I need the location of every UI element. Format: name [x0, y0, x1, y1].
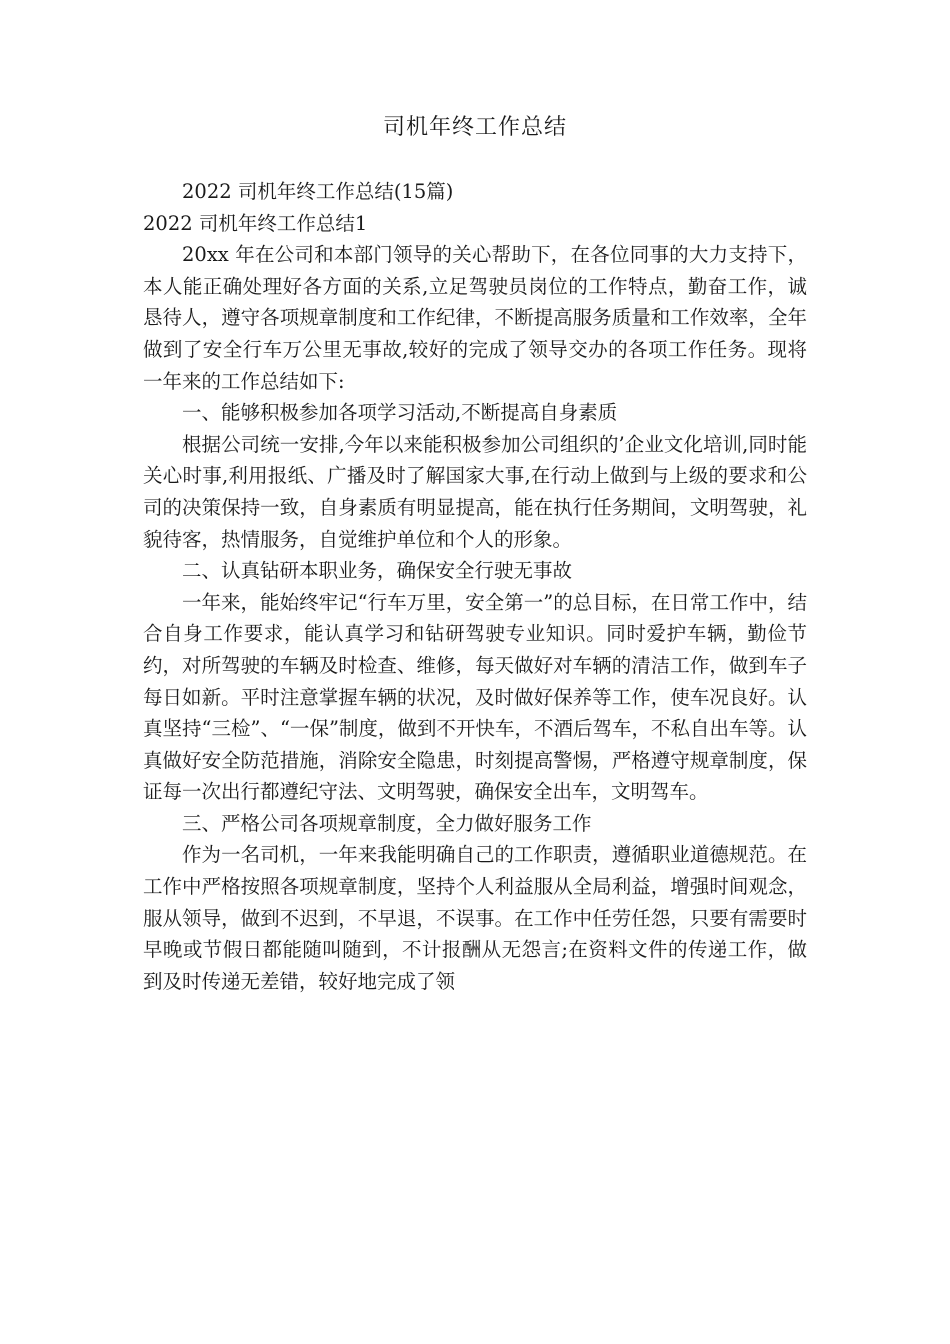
document-title: 司机年终工作总结	[382, 115, 567, 140]
paragraph-doc-heading: 2022 司机年终工作总结(15篇)	[182, 180, 454, 203]
paragraph-intro: 20xx 年在公司和本部门领导的关心帮助下，在各位同事的大力支持下，本人能正确处理好各方面的关系,立足驾驶员岗位的工作特点，勤奋工作，诚恳待人，遵守各项规章制度和工作纪律，不断提高服务质量和工作效率，全年做到了安全行车万公里无事故,较好的完成了领导交办的各项工作任务。现将一年来的工作总结如下:	[143, 243, 807, 393]
paragraph-heading-1: 一、能够积极参加各项学习活动,不断提高自身素质	[182, 401, 618, 425]
document-body	[143, 176, 807, 997]
paragraph-heading-2: 二、认真钻研本职业务，确保安全行驶无事故	[182, 559, 573, 583]
paragraph-section-title: 2022 司机年终工作总结1	[143, 211, 368, 235]
paragraph-body-2: 一年来，能始终牢记“行车万里，安全第一”的总目标，在日常工作中，结合自身工作要求，能认真学习和钻研驾驶专业知识。同时爱护车辆，勤俭节约，对所驾驶的车辆及时检查、维修，每天做好对车辆的清洁工作，做到车子每日如新。平时注意掌握车辆的状况，及时做好保养等工作，使车况良好。认真坚持“三检”、“一保”制度，做到不开快车，不酒后驾车，不私自出车等。认真做好安全防范措施，消除安全隐患，时刻提高警惕，严格遵守规章制度，保证每一次出行都遵纪守法、文明驾驶，确保安全出车，文明驾车。	[143, 590, 807, 804]
paragraph-body-3: 作为一名司机，一年来我能明确自己的工作职责，遵循职业道德规范。在工作中严格按照各项规章制度，坚持个人利益服从全局利益，增强时间观念，服从领导，做到不迟到，不早退，不误事。在工作中任劳任怨，只要有需要时早晚或节假日都能随叫随到，不计报酬从无怨言;在资料文件的传递工作，做到及时传递无差错，较好地完成了领	[143, 843, 807, 993]
paragraph-heading-3: 三、严格公司各项规章制度，全力做好服务工作	[182, 811, 592, 835]
paragraph-body-1: 根据公司统一安排,今年以来能积极参加公司组织的’企业文化培训,同时能关心时事,利用报纸、广播及时了解国家大事,在行动上做到与上级的要求和公司的决策保持一致，自身素质有明显提高，能在执行任务期间，文明驾驶，礼貌待客，热情服务，自觉维护单位和个人的形象。	[143, 432, 807, 551]
